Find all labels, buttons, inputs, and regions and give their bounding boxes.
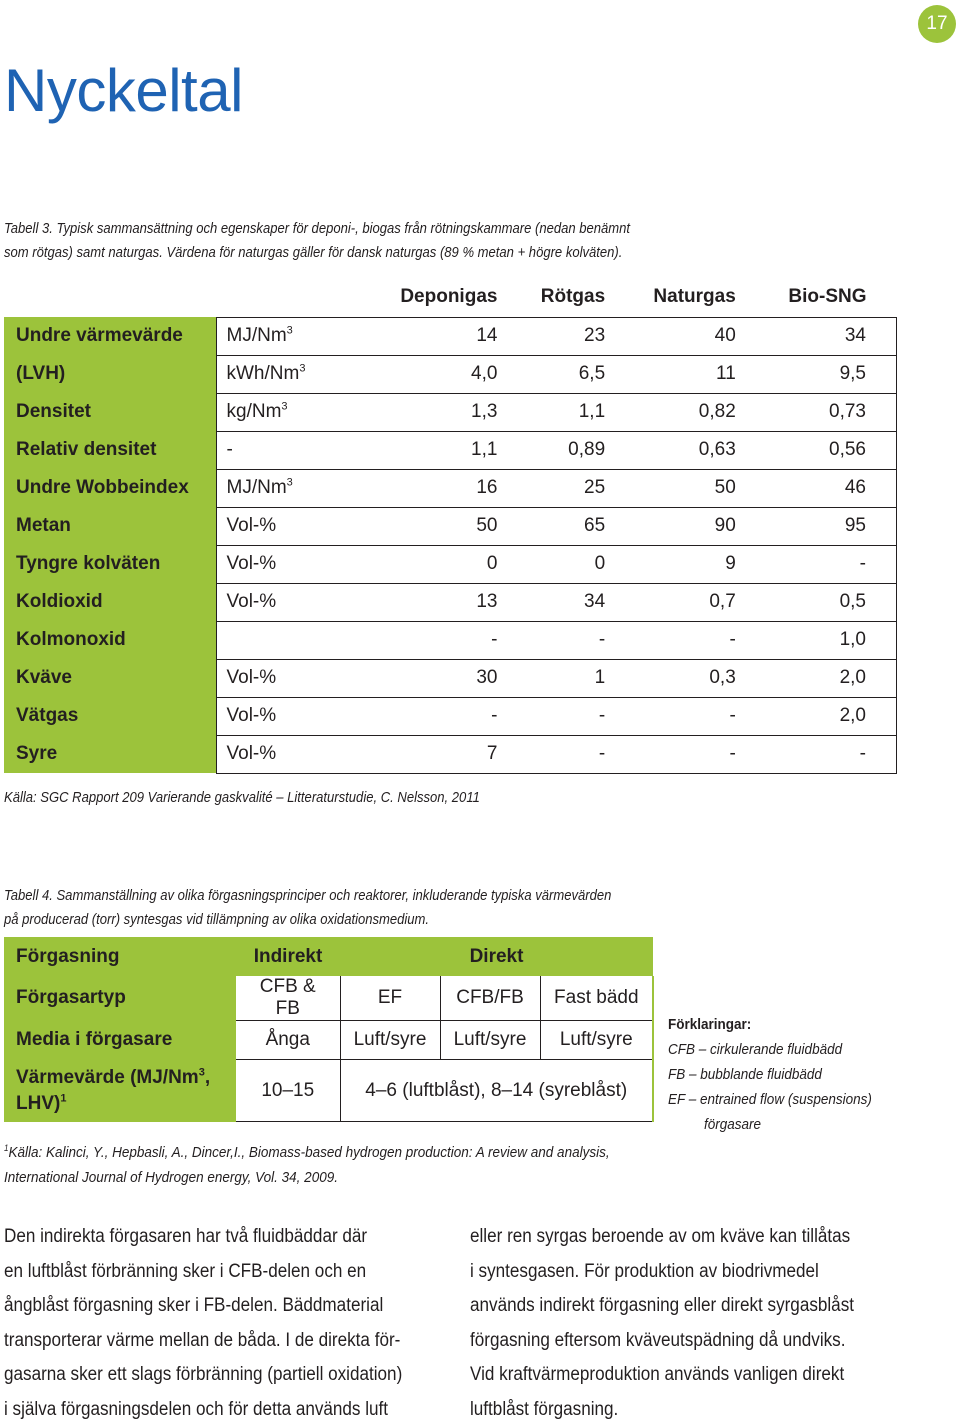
table-row: [4, 735, 897, 773]
unit-cell: Vol-%: [216, 735, 358, 773]
value-cell: 7: [358, 735, 507, 773]
table3-gas-properties: [4, 277, 897, 774]
body-line: en luftblåst förbränning sker i CFB-delen och en: [4, 1255, 445, 1290]
value-cell: 0,82: [615, 393, 746, 431]
value-cell: 11: [615, 355, 746, 393]
value-cell: 1,1: [507, 393, 615, 431]
table4-caption: [4, 884, 688, 932]
page-title: Nyckeltal: [4, 56, 243, 125]
value-cell: 0,73: [746, 393, 897, 431]
value-cell: 23: [507, 317, 615, 355]
unit-cell: MJ/Nm$^3$: [216, 317, 358, 355]
value-cell: 65: [507, 507, 615, 545]
body-line: Den indirekta förgasaren har två fluidbäddar där: [4, 1220, 445, 1255]
header-cell: Direkt: [340, 937, 653, 976]
body-line: förgasning eftersom kväveutspädning då undviks.: [470, 1324, 911, 1359]
row-label: Värmevärde (MJ/Nm$^3$, LHV)$^1$: [4, 1060, 236, 1122]
table3-caption-line: som rötgas) samt naturgas. Värdena för naturgas gäller för dansk naturgas (89 % metan + högre kolväten).: [4, 241, 688, 265]
table3-corner: [4, 277, 216, 317]
value-cell: 30: [358, 659, 507, 697]
value-cell: 0,7: [615, 583, 746, 621]
value-cell: 50: [615, 469, 746, 507]
header-cell: Indirekt: [236, 937, 340, 976]
unit-cell: Vol-%: [216, 697, 358, 735]
row-label: Undre Wobbeindex: [4, 469, 216, 507]
table4-source: [4, 1136, 652, 1190]
table4-source-line: $^1$Källa: Kalinci, Y., Hepbasli, A., Dincer,I., Biomass-based hydrogen production: A review and analysis,: [4, 1136, 652, 1165]
legend-item: EF – entrained flow (suspensions): [668, 1087, 938, 1112]
unit-cell: Vol-%: [216, 507, 358, 545]
table3-caption-line: Tabell 3. Typisk sammansättning och egenskaper för deponi-, biogas från rötningskammare (nedan benämnt: [4, 217, 688, 241]
legend-item: förgasare: [668, 1112, 938, 1137]
body-line: transporterar värme mellan de båda. I de direkta för-: [4, 1324, 445, 1359]
table-row: [4, 469, 897, 507]
value-cell: 0: [358, 545, 507, 583]
value-cell: -: [746, 735, 897, 773]
value-cell: Luft/syre: [340, 1021, 440, 1060]
unit-cell: -: [216, 431, 358, 469]
value-cell: -: [507, 621, 615, 659]
value-cell: 34: [746, 317, 897, 355]
value-cell: EF: [340, 976, 440, 1021]
table-row: [4, 621, 897, 659]
table-row: [4, 393, 897, 431]
value-cell: 9,5: [746, 355, 897, 393]
value-cell: -: [358, 697, 507, 735]
row-label: Koldioxid: [4, 583, 216, 621]
value-cell: -: [615, 735, 746, 773]
row-label: Undre värmevärde: [4, 317, 216, 355]
row-label: Syre: [4, 735, 216, 773]
value-cell: 90: [615, 507, 746, 545]
table-row: [4, 507, 897, 545]
body-text-column-1: [4, 1220, 445, 1427]
body-line: i syntesgasen. För produktion av biodrivmedel: [470, 1255, 911, 1290]
body-line: ångblåst förgasning sker i FB-delen. Bäddmaterial: [4, 1289, 445, 1324]
table3-source: Källa: SGC Rapport 209 Varierande gaskvalité – Litteraturstudie, C. Nelsson, 2011: [4, 790, 480, 806]
value-cell: -: [358, 621, 507, 659]
value-cell: 1,0: [746, 621, 897, 659]
row-label: Kolmonoxid: [4, 621, 216, 659]
table-row: [4, 976, 653, 1021]
value-cell: 0,63: [615, 431, 746, 469]
value-cell: 34: [507, 583, 615, 621]
table-row: [4, 1060, 653, 1122]
table3-col-header: Naturgas: [615, 277, 746, 317]
value-cell: 6,5: [507, 355, 615, 393]
unit-cell: kg/Nm$^3$: [216, 393, 358, 431]
value-cell: 4–6 (luftblåst), 8–14 (syreblåst): [340, 1060, 653, 1122]
row-label: Densitet: [4, 393, 216, 431]
unit-cell: MJ/Nm$^3$: [216, 469, 358, 507]
legend: [668, 1012, 938, 1137]
row-label: Metan: [4, 507, 216, 545]
row-label: Vätgas: [4, 697, 216, 735]
page-number-badge: 17: [918, 5, 956, 43]
value-cell: Luft/syre: [540, 1021, 653, 1060]
value-cell: 0,5: [746, 583, 897, 621]
value-cell: 1,3: [358, 393, 507, 431]
value-cell: 9: [615, 545, 746, 583]
table4-caption-line: Tabell 4. Sammanställning av olika förgasningsprinciper och reaktorer, inkluderande typiska värmevärden: [4, 884, 688, 908]
value-cell: Luft/syre: [440, 1021, 540, 1060]
value-cell: 1,1: [358, 431, 507, 469]
table3-col-header: Bio-SNG: [746, 277, 897, 317]
row-label: Kväve: [4, 659, 216, 697]
value-cell: 13: [358, 583, 507, 621]
legend-item: CFB – cirkulerande fluidbädd: [668, 1037, 938, 1062]
value-cell: -: [615, 621, 746, 659]
table3-col-header: Deponigas: [358, 277, 507, 317]
table-row: [4, 545, 897, 583]
value-cell: 2,0: [746, 659, 897, 697]
value-cell: -: [615, 697, 746, 735]
table3-header-row: [4, 277, 897, 317]
row-label: Relativ densitet: [4, 431, 216, 469]
value-cell: -: [507, 697, 615, 735]
unit-cell: Vol-%: [216, 583, 358, 621]
body-text-column-2: [470, 1220, 911, 1427]
row-label: Förgasning: [4, 937, 236, 976]
value-cell: 0,56: [746, 431, 897, 469]
table-row: [4, 659, 897, 697]
body-line: eller ren syrgas beroende av om kväve kan tillåtas: [470, 1220, 911, 1255]
value-cell: 50: [358, 507, 507, 545]
value-cell: 16: [358, 469, 507, 507]
body-line: gasarna sker ett slags förbränning (partiell oxidation): [4, 1358, 445, 1393]
value-cell: 46: [746, 469, 897, 507]
table3-unit-header: [216, 277, 358, 317]
table4-source-line: International Journal of Hydrogen energy, Vol. 34, 2009.: [4, 1165, 652, 1190]
body-line: i själva förgasningsdelen och för detta används luft: [4, 1393, 445, 1427]
row-label: (LVH): [4, 355, 216, 393]
value-cell: 25: [507, 469, 615, 507]
table3-caption: [4, 217, 688, 265]
value-cell: 0: [507, 545, 615, 583]
table4-gasification: [4, 937, 654, 1122]
unit-cell: [216, 621, 358, 659]
value-cell: 40: [615, 317, 746, 355]
table-row: [4, 317, 897, 355]
value-cell: 0,89: [507, 431, 615, 469]
table-row: [4, 431, 897, 469]
unit-cell: Vol-%: [216, 545, 358, 583]
body-line: Vid kraftvärmeproduktion används vanligen direkt: [470, 1358, 911, 1393]
table4-caption-line: på producerad (torr) syntesgas vid tillämpning av olika oxidationsmedium.: [4, 908, 688, 932]
value-cell: 10–15: [236, 1060, 340, 1122]
table3-col-header: Rötgas: [507, 277, 615, 317]
table-row: [4, 355, 897, 393]
legend-item: FB – bubblande fluidbädd: [668, 1062, 938, 1087]
value-cell: Fast bädd: [540, 976, 653, 1021]
unit-cell: Vol-%: [216, 659, 358, 697]
table-row: [4, 697, 897, 735]
table-row: [4, 1021, 653, 1060]
value-cell: -: [507, 735, 615, 773]
value-cell: 2,0: [746, 697, 897, 735]
value-cell: 0,3: [615, 659, 746, 697]
value-cell: CFB/FB: [440, 976, 540, 1021]
value-cell: -: [746, 545, 897, 583]
value-cell: 1: [507, 659, 615, 697]
value-cell: 14: [358, 317, 507, 355]
value-cell: Ånga: [236, 1021, 340, 1060]
unit-cell: kWh/Nm$^3$: [216, 355, 358, 393]
row-label: Media i förgasare: [4, 1021, 236, 1060]
body-line: luftblåst förgasning.: [470, 1393, 911, 1427]
body-line: används indirekt förgasning eller direkt syrgasblåst: [470, 1289, 911, 1324]
table-row: [4, 937, 653, 976]
table-row: [4, 583, 897, 621]
legend-heading: Förklaringar:: [668, 1012, 938, 1037]
value-cell: CFB & FB: [236, 976, 340, 1021]
value-cell: 95: [746, 507, 897, 545]
value-cell: 4,0: [358, 355, 507, 393]
row-label: Förgasartyp: [4, 976, 236, 1021]
row-label: Tyngre kolväten: [4, 545, 216, 583]
